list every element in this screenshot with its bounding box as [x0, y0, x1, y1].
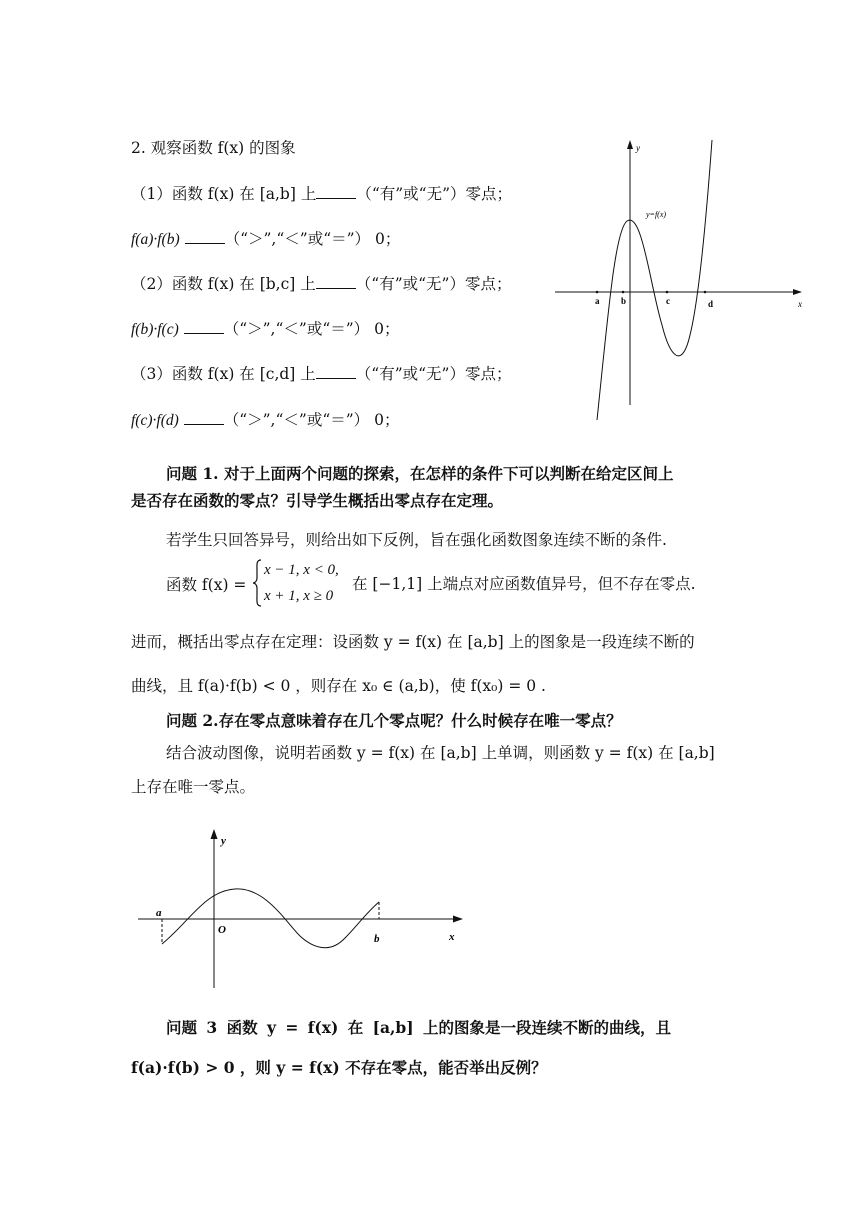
q1-compare-tail: （“＞”,“＜”或“＝”） 0；	[224, 230, 401, 248]
problem2-heading: 问题 2.存在零点意味着存在几个零点呢？什么时候存在唯一零点？	[166, 711, 622, 730]
graph1-x-label: x	[798, 299, 802, 309]
graph1-point-c	[666, 291, 669, 294]
q1-line2	[131, 229, 400, 250]
problem3-line1: 问题 3 函数 y = f(x) 在 [a,b] 上的图象是一段连续不断的曲线，且	[166, 1018, 671, 1037]
problem1-line1: 问题 1. 对于上面两个问题的探索，在怎样的条件下可以判断在给定区间上	[166, 464, 674, 483]
graph1-point-a	[596, 291, 599, 294]
problem2-line2: 上存在唯一零点。	[131, 778, 256, 796]
graph1-curve-label: y=f(x)	[646, 210, 667, 219]
graph2-curve	[162, 889, 379, 948]
theorem-line1: 进而，概括出零点存在定理：设函数 y = f(x) 在 [a,b] 上的图象是一段连续不断的	[131, 633, 695, 651]
graph1-curve	[597, 140, 712, 420]
q3-compare-blank[interactable]	[184, 410, 224, 425]
piecewise-brace	[252, 559, 262, 607]
graph1-y-arrow	[627, 140, 633, 149]
q1-product: f(a)·f(b)	[131, 231, 180, 248]
graph1-point-d	[704, 291, 707, 294]
q3-compare-tail: （“＞”,“＜”或“＝”） 0；	[223, 411, 400, 429]
q2-product: f(b)·f(c)	[131, 321, 179, 338]
graph1-label-c: c	[666, 296, 670, 306]
problem1-line2: 是否存在函数的零点？引导学生概括出零点存在定理。	[131, 491, 504, 510]
q2-compare-tail: （“＞”,“＜”或“＝”） 0；	[223, 320, 400, 338]
q3-product: f(c)·f(d)	[131, 412, 179, 429]
q1-tail: （“有”或“无”）零点；	[356, 185, 513, 203]
graph1-label-d: d	[708, 299, 714, 309]
q2-blank[interactable]	[316, 274, 356, 289]
section2-heading: 2. 观察函数 f(x) 的图象	[131, 139, 296, 157]
graph1-label-a: a	[595, 296, 600, 306]
graph2-a-label: a	[156, 907, 162, 919]
graph2-y-label: y	[221, 835, 226, 847]
q2-compare-blank[interactable]	[184, 319, 224, 334]
piecewise-tail: 在 [−1,1] 上端点对应函数值异号，但不存在零点.	[352, 575, 696, 593]
q1-blank[interactable]	[316, 184, 356, 199]
q3-text: （3）函数 f(x) 在 [c,d] 上	[131, 365, 316, 383]
graph1-label-b: b	[621, 296, 627, 306]
q2-text: （2）函数 f(x) 在 [b,c] 上	[131, 275, 316, 293]
problem1-para1: 若学生只回答异号，则给出如下反例，旨在强化函数图象连续不断的条件.	[166, 531, 667, 549]
q1-compare-blank[interactable]	[185, 229, 225, 244]
q3-line1	[131, 364, 511, 384]
q1-line1	[131, 184, 512, 204]
graph2-y-arrow	[211, 829, 218, 839]
theorem-line2: 曲线，且 f(a)·f(b) < 0 ，则存在 x₀ ∈ (a,b)，使 f(x₀) = 0 .	[131, 677, 546, 695]
q3-line2	[131, 410, 399, 431]
q2-line1	[131, 274, 511, 294]
piecewise-case1: x − 1, x < 0,	[264, 562, 339, 578]
piecewise-head: 函数 f(x) =	[166, 576, 247, 594]
piecewise-case2: x + 1, x ≥ 0	[264, 588, 334, 604]
problem2-line1: 结合波动图像，说明若函数 y = f(x) 在 [a,b] 上单调，则函数 y = f(x) 在 [a,b]	[166, 744, 715, 762]
graph1-x-arrow	[793, 289, 802, 295]
graph2-x-arrow	[453, 916, 463, 923]
q2-line2	[131, 319, 399, 340]
graph2-origin-label: O	[218, 924, 226, 936]
graph-cubic	[550, 135, 812, 425]
q3-blank[interactable]	[316, 364, 356, 379]
problem3-line2: f(a)·f(b) > 0 ，则 y = f(x) 不存在零点，能否举出反例？	[131, 1058, 547, 1077]
q3-tail: （“有”或“无”）零点；	[355, 365, 512, 383]
graph2-b-label: b	[374, 933, 380, 945]
q1-text: （1）函数 f(x) 在 [a,b] 上	[131, 185, 317, 203]
q2-tail: （“有”或“无”）零点；	[355, 275, 512, 293]
graph1-y-label: y	[636, 143, 640, 153]
graph-wave	[135, 826, 470, 991]
graph1-point-b	[622, 291, 625, 294]
graph2-x-label: x	[449, 931, 455, 943]
